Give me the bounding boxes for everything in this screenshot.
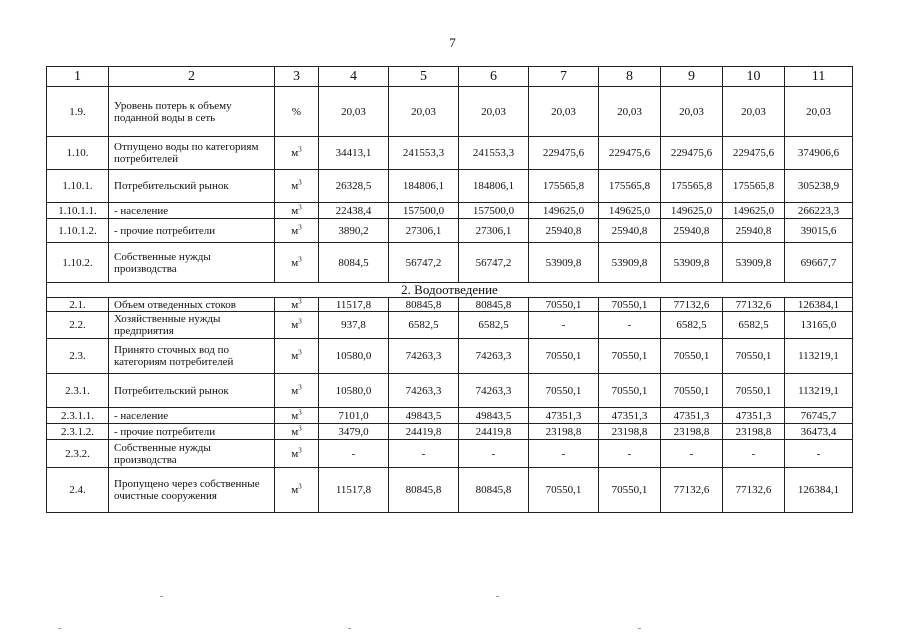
value-cell: 6582,5: [459, 312, 529, 339]
value-cell: 266223,3: [785, 203, 853, 219]
unit-exponent: 3: [298, 145, 302, 154]
value-cell: 56747,2: [459, 243, 529, 283]
value-cell: 23198,8: [529, 424, 599, 440]
unit-text: м: [291, 147, 299, 159]
value-cell: 74263,3: [459, 374, 529, 408]
row-label: Хозяйственные нужды предприятия: [109, 312, 275, 339]
unit-exponent: 3: [298, 202, 302, 211]
unit-exponent: 3: [298, 482, 302, 491]
unit-text: м: [291, 224, 299, 237]
unit-cell: [275, 170, 319, 203]
value-cell: 53909,8: [599, 243, 661, 283]
value-cell: 20,03: [599, 87, 661, 137]
value-cell: 76745,7: [785, 408, 853, 424]
value-cell: 126384,1: [785, 468, 853, 513]
value-cell: 70550,1: [529, 339, 599, 374]
value-cell: 39015,6: [785, 219, 853, 243]
value-cell: 27306,1: [459, 219, 529, 243]
row-number: 1.10.1.1.: [47, 203, 109, 219]
value-cell: 49843,5: [389, 408, 459, 424]
row-number: 2.3.1.: [47, 374, 109, 408]
value-cell: 229475,6: [661, 137, 723, 170]
value-cell: 241553,3: [389, 137, 459, 170]
row-number: 1.10.2.: [47, 243, 109, 283]
value-cell: 149625,0: [529, 203, 599, 219]
value-cell: -: [459, 440, 529, 468]
value-cell: 23198,8: [723, 424, 785, 440]
unit-cell: [275, 203, 319, 219]
unit-cell: [275, 468, 319, 513]
value-cell: 175565,8: [723, 170, 785, 203]
value-cell: 10580,0: [319, 374, 389, 408]
value-cell: 47351,3: [529, 408, 599, 424]
row-label: Потребительский рынок: [109, 170, 275, 203]
value-cell: 24419,8: [389, 424, 459, 440]
value-cell: 70550,1: [599, 339, 661, 374]
unit-cell: [275, 374, 319, 408]
table-row: [47, 203, 853, 219]
unit-exponent: 3: [298, 317, 302, 326]
value-cell: 20,03: [389, 87, 459, 137]
table-row: [47, 374, 853, 408]
value-cell: 3479,0: [319, 424, 389, 440]
value-cell: 53909,8: [661, 243, 723, 283]
value-cell: 47351,3: [599, 408, 661, 424]
value-cell: 25940,8: [529, 219, 599, 243]
table-row: [47, 440, 853, 468]
table-row: [47, 468, 853, 513]
value-cell: 23198,8: [661, 424, 723, 440]
header-cell: 8: [599, 67, 661, 87]
data-table: [46, 66, 853, 513]
unit-cell: [275, 137, 319, 170]
unit-cell: [275, 87, 319, 137]
value-cell: -: [529, 312, 599, 339]
unit-exponent: 3: [298, 222, 302, 231]
unit-exponent: 3: [298, 407, 302, 416]
value-cell: 10580,0: [319, 339, 389, 374]
unit-text: м: [291, 384, 299, 397]
value-cell: -: [599, 312, 661, 339]
unit-exponent: 3: [298, 254, 302, 263]
section-title: 2. Водоотведение: [47, 283, 853, 298]
table-row: [47, 408, 853, 424]
unit-exponent: 3: [298, 178, 302, 187]
header-row: [47, 67, 853, 87]
value-cell: 241553,3: [459, 137, 529, 170]
unit-text: м: [291, 447, 299, 460]
row-number: 1.10.: [47, 137, 109, 170]
value-cell: 70550,1: [661, 339, 723, 374]
row-label: Отпущено воды по категориям потребителей: [109, 137, 275, 170]
value-cell: 69667,7: [785, 243, 853, 283]
unit-cell: [275, 424, 319, 440]
unit-text: м: [291, 409, 299, 422]
header-cell: 10: [723, 67, 785, 87]
scan-speck: [638, 628, 641, 629]
value-cell: 77132,6: [723, 298, 785, 312]
scan-speck: [496, 596, 499, 597]
unit-text: м: [291, 350, 299, 362]
unit-exponent: 3: [298, 423, 302, 432]
value-cell: 53909,8: [723, 243, 785, 283]
scan-speck: [160, 596, 163, 597]
value-cell: 74263,3: [389, 374, 459, 408]
unit-cell: [275, 408, 319, 424]
row-number: 2.4.: [47, 468, 109, 513]
value-cell: 7101,0: [319, 408, 389, 424]
table-row: [47, 219, 853, 243]
row-label: Объем отведенных стоков: [109, 298, 275, 312]
row-number: 1.9.: [47, 87, 109, 137]
value-cell: 23198,8: [599, 424, 661, 440]
unit-cell: [275, 219, 319, 243]
row-number: 2.3.1.1.: [47, 408, 109, 424]
value-cell: 49843,5: [459, 408, 529, 424]
header-cell: 5: [389, 67, 459, 87]
value-cell: 25940,8: [661, 219, 723, 243]
unit-text: м: [291, 319, 299, 331]
value-cell: 11517,8: [319, 468, 389, 513]
value-cell: 184806,1: [459, 170, 529, 203]
row-number: 2.3.1.2.: [47, 424, 109, 440]
value-cell: 77132,6: [661, 298, 723, 312]
header-cell: 11: [785, 67, 853, 87]
table-row: [47, 170, 853, 203]
value-cell: 175565,8: [599, 170, 661, 203]
value-cell: 175565,8: [661, 170, 723, 203]
value-cell: 74263,3: [459, 339, 529, 374]
row-label: Принято сточных вод по категориям потребителей: [109, 339, 275, 374]
value-cell: 229475,6: [599, 137, 661, 170]
value-cell: 70550,1: [599, 298, 661, 312]
value-cell: 20,03: [529, 87, 599, 137]
value-cell: 70550,1: [723, 339, 785, 374]
value-cell: 70550,1: [529, 374, 599, 408]
value-cell: 13165,0: [785, 312, 853, 339]
row-label: Собственные нужды производства: [109, 440, 275, 468]
value-cell: 36473,4: [785, 424, 853, 440]
value-cell: 53909,8: [529, 243, 599, 283]
row-label: - прочие потребители: [109, 219, 275, 243]
scan-speck: [348, 628, 351, 629]
value-cell: 20,03: [661, 87, 723, 137]
value-cell: 70550,1: [529, 298, 599, 312]
value-cell: 6582,5: [389, 312, 459, 339]
unit-text: м: [291, 425, 299, 438]
unit-cell: [275, 312, 319, 339]
row-number: 2.3.2.: [47, 440, 109, 468]
value-cell: 80845,8: [459, 468, 529, 513]
unit-text: м: [291, 204, 299, 217]
unit-cell: [275, 243, 319, 283]
value-cell: 80845,8: [459, 298, 529, 312]
value-cell: 70550,1: [599, 468, 661, 513]
value-cell: -: [599, 440, 661, 468]
row-number: 1.10.1.: [47, 170, 109, 203]
value-cell: 80845,8: [389, 468, 459, 513]
value-cell: 184806,1: [389, 170, 459, 203]
value-cell: 149625,0: [661, 203, 723, 219]
value-cell: -: [661, 440, 723, 468]
header-cell: 9: [661, 67, 723, 87]
row-label: - население: [109, 203, 275, 219]
unit-exponent: 3: [298, 297, 302, 305]
value-cell: 157500,0: [389, 203, 459, 219]
unit-cell: [275, 298, 319, 312]
value-cell: 34413,1: [319, 137, 389, 170]
table-row: [47, 243, 853, 283]
header-cell: 3: [275, 67, 319, 87]
value-cell: 305238,9: [785, 170, 853, 203]
value-cell: 70550,1: [529, 468, 599, 513]
row-number: 1.10.1.2.: [47, 219, 109, 243]
unit-text: %: [291, 105, 302, 118]
row-label: - прочие потребители: [109, 424, 275, 440]
unit-text: м: [291, 256, 299, 269]
header-cell: 4: [319, 67, 389, 87]
value-cell: 149625,0: [723, 203, 785, 219]
header-cell: 6: [459, 67, 529, 87]
section-heading-row: [47, 283, 853, 298]
unit-exponent: 3: [298, 382, 302, 391]
value-cell: 937,8: [319, 312, 389, 339]
row-label: Собственные нужды производства: [109, 243, 275, 283]
unit-text: м: [291, 180, 299, 192]
unit-cell: [275, 339, 319, 374]
value-cell: 113219,1: [785, 339, 853, 374]
value-cell: 27306,1: [389, 219, 459, 243]
value-cell: 6582,5: [661, 312, 723, 339]
value-cell: 26328,5: [319, 170, 389, 203]
value-cell: 229475,6: [723, 137, 785, 170]
table-row: [47, 87, 853, 137]
value-cell: 126384,1: [785, 298, 853, 312]
value-cell: 77132,6: [723, 468, 785, 513]
row-label: Потребительский рынок: [109, 374, 275, 408]
value-cell: 70550,1: [599, 374, 661, 408]
unit-cell: [275, 440, 319, 468]
value-cell: 175565,8: [529, 170, 599, 203]
value-cell: 20,03: [723, 87, 785, 137]
scan-speck: [58, 628, 61, 629]
header-cell: 1: [47, 67, 109, 87]
value-cell: 74263,3: [389, 339, 459, 374]
row-label: Уровень потерь к объему поданной воды в сеть: [109, 87, 275, 137]
table-row: [47, 339, 853, 374]
header-cell: 7: [529, 67, 599, 87]
value-cell: 20,03: [785, 87, 853, 137]
value-cell: 56747,2: [389, 243, 459, 283]
table-body: [47, 67, 853, 513]
unit-text: м: [291, 298, 299, 311]
value-cell: 149625,0: [599, 203, 661, 219]
table-row: [47, 424, 853, 440]
value-cell: -: [785, 440, 853, 468]
value-cell: 80845,8: [389, 298, 459, 312]
value-cell: 8084,5: [319, 243, 389, 283]
value-cell: 47351,3: [723, 408, 785, 424]
value-cell: 229475,6: [529, 137, 599, 170]
value-cell: 25940,8: [599, 219, 661, 243]
value-cell: 374906,6: [785, 137, 853, 170]
table-row: [47, 298, 853, 312]
value-cell: -: [723, 440, 785, 468]
value-cell: 47351,3: [661, 408, 723, 424]
table-row: [47, 137, 853, 170]
header-cell: 2: [109, 67, 275, 87]
row-label: - население: [109, 408, 275, 424]
value-cell: 157500,0: [459, 203, 529, 219]
value-cell: -: [389, 440, 459, 468]
row-label: Пропущено через собственные очистные сооружения: [109, 468, 275, 513]
value-cell: 24419,8: [459, 424, 529, 440]
row-number: 2.1.: [47, 298, 109, 312]
value-cell: 70550,1: [723, 374, 785, 408]
value-cell: 20,03: [459, 87, 529, 137]
row-number: 2.3.: [47, 339, 109, 374]
row-number: 2.2.: [47, 312, 109, 339]
value-cell: -: [529, 440, 599, 468]
value-cell: 11517,8: [319, 298, 389, 312]
value-cell: 6582,5: [723, 312, 785, 339]
table-row: [47, 312, 853, 339]
value-cell: -: [319, 440, 389, 468]
value-cell: 70550,1: [661, 374, 723, 408]
unit-text: м: [291, 484, 299, 496]
unit-exponent: 3: [298, 445, 302, 454]
value-cell: 77132,6: [661, 468, 723, 513]
value-cell: 3890,2: [319, 219, 389, 243]
value-cell: 25940,8: [723, 219, 785, 243]
page-number: 7: [449, 35, 456, 50]
value-cell: 20,03: [319, 87, 389, 137]
value-cell: 113219,1: [785, 374, 853, 408]
unit-exponent: 3: [298, 348, 302, 357]
value-cell: 22438,4: [319, 203, 389, 219]
